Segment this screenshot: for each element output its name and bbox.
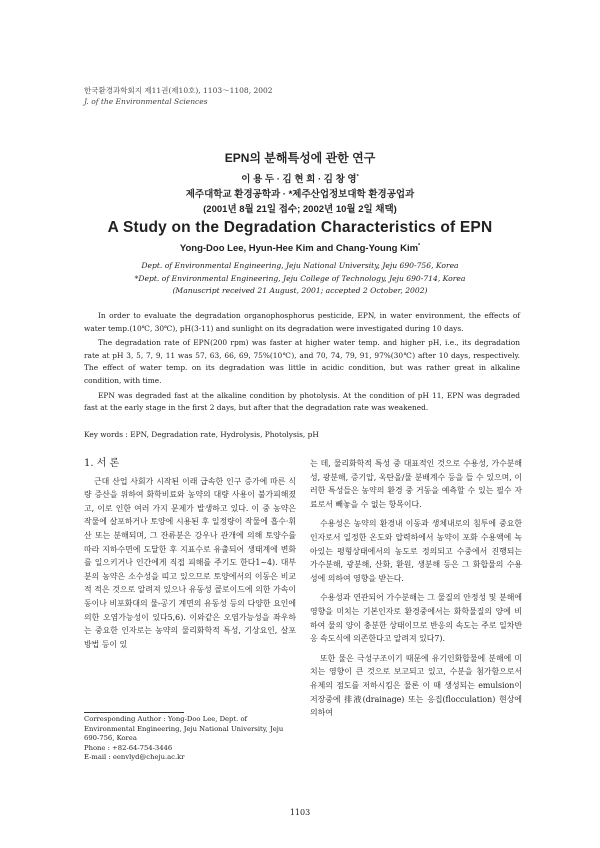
affiliation-english (0, 260, 600, 298)
affiliation-english-1: Dept. of Environmental Engineering, Jeju National University, Jeju 690-756, Korea (141, 261, 459, 270)
affiliation-korean: 제주대학교 환경공학과 · *제주산업정보대학 환경공업과 (185, 189, 415, 200)
author-block-korean (0, 172, 600, 217)
corresponding-author-footnote (84, 715, 284, 763)
title-korean: EPN의 분해특성에 관한 연구 (224, 151, 376, 165)
abstract-paragraph: The degradation rate of EPN(200 rpm) was faster at higher water temp. and higher pH, i.e., its degradation rate at pH 3, 5, 7, 9, 11 was 57, 63, 66, 69, 75%(10℃), and 70, 74, 79, 91, 97%(30℃) after 10 days, respectively. The effect of water temp. on its degradation was little in acidic condition, but was rather great in alkaline condition, with time. (84, 338, 520, 385)
title-english: A Study on the Degradation Characteristics of EPN (107, 219, 493, 236)
footnote-phone: Phone : +82-64-754-3446 (84, 743, 173, 752)
section-heading-introduction: 1. 서 론 (84, 458, 120, 469)
received-date-english: (Manuscript received 21 August, 2001; accepted 2 October, 2002) (172, 286, 428, 295)
body-paragraph: 근대 산업 사회가 시작된 이래 급속한 인구 증가에 따른 식량 증산을 위하여 화학비료와 농약의 대량 사용이 불가피해졌고, 이로 인한 여러 가지 문제가 발생하고 있다. 이 중 농약은 작물에 살포하거나 토양에 시용된 후 일정량이 작물에 흡수·휘산 또는 분해되며, 그 잔류분은 강우나 관개에 의해 토양수를 따라 지하수면에 도달한 후 지표수로 유출되어 생태계에 변화를 일으키거나 인간에게 직접 피해를 주기도 한다1∼4). 대부분의 농약은 소수성을 띠고 있으므로 토양에서의 이동은 비교적 적은 것으로 알려져 있으나 유동성 콜로이드에 의한 가속이동이나 비포화대의 물-공기 계면의 유동성 등의 다양한 요인에 의한 오염가능성이 있다5,6). 이와같은 오염가능성을 좌우하는 중요한 인자로는 농약의 물리화학적 특성, 기상요인, 살포방법 등이 있 (84, 476, 296, 649)
footnote-email: E-mail : eenvlyd@cheju.ac.kr (84, 753, 185, 762)
authors-english: Yong-Doo Lee, Hyun-Hee Kim and Chang-Young Kim* (179, 242, 421, 254)
body-paragraph: 수용성은 농약의 환경내 이동과 생체내로의 침투에 중요한 인자로서 일정한 온도와 압력하에서 농약이 포화 수용액에 녹아있는 평형상태에서의 농도로 정의되고 수중에서 진행되는 가수분해, 광분해, 산화, 환원, 생분해 등은 그 화합물의 수용성에 의하여 영향을 받는다. (310, 519, 522, 583)
journal-name-en: J. of the Environmental Sciences (84, 97, 208, 106)
authors-korean: 이 용 두 · 김 현 희 · 김 창 영* (241, 173, 359, 185)
body-column-right (310, 457, 522, 720)
abstract-paragraph: EPN was degraded fast at the alkaline condition by photolysis. At the condition of pH 11, EPN was degraded fast at the early stage in the first 2 days, but after that the degradation rate was weakened. (84, 390, 520, 413)
keywords: Key words : EPN, Degradation rate, Hydrolysis, Photolysis, pH (84, 430, 319, 439)
footnote-author: Corresponding Author : Yong-Doo Lee, Dept. of Environmental Engineering, Jeju National University, Jeju 690-756, Korea (84, 715, 284, 743)
abstract (84, 310, 520, 415)
received-date-korean: (2001년 8월 21일 접수; 2002년 10월 2일 채택) (203, 204, 397, 215)
footnote-divider (84, 712, 184, 713)
body-paragraph: 또한 물은 극성구조이기 때문에 유기인화합물에 분해에 미치는 영향이 큰 것으로 보고되고 있고, 수분을 첨가함으로서 유제의 점도를 저하시킴은 물론 이 때 생성되는 emulsion이 저장중에 排液(drainage) 또는 응집(flocculation) 현상에 의하여 (310, 653, 522, 718)
body-paragraph: 는 데, 물리화학적 특성 중 대표적인 것으로 수용성, 가수분해성, 광분해, 증기압, 옥탄올/물 분배계수 등을 들 수 있으며, 이러한 특성들은 농약의 환경 중 거동을 예측할 수 있는 필수 자료로서 빼놓을 수 없는 항목이다. (310, 459, 522, 509)
affiliation-english-2: *Dept. of Environmental Engineering, Jeju College of Technology, Jeju 690-714, Korea (134, 273, 466, 283)
page-number: 1103 (289, 808, 311, 817)
journal-name-ko: 한국환경과학회지 제11권(제10호), 1103～1108, 2002 (84, 86, 273, 95)
journal-header (84, 85, 273, 107)
abstract-paragraph: In order to evaluate the degradation organophosphorus pesticide, EPN, in water environment, the effects of water temp.(10℃, 30℃), pH(3-11) and sunlight on its degradation were investigated during 10 days. (84, 311, 520, 333)
body-column-left (84, 457, 296, 651)
body-paragraph: 수용성과 연관되어 가수분해는 그 물질의 안정성 및 분해에 영향을 미치는 기본인자로 환경중에서는 화학물질의 양에 비하여 물의 양이 충분한 상태이므로 반응의 속도는 주로 일차반응 속도식에 의존한다고 알려져 있다7). (310, 593, 522, 644)
